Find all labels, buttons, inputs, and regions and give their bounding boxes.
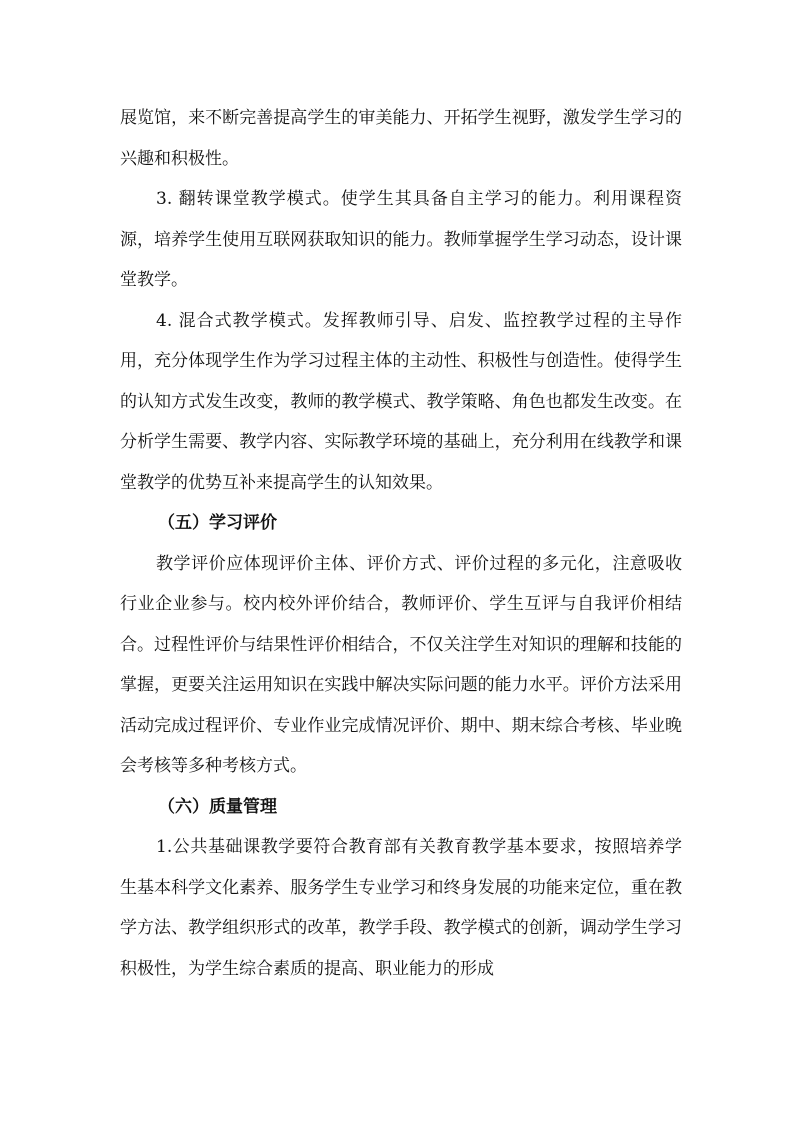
document-body (120, 98, 682, 989)
paragraph-evaluation: 教学评价应体现评价主体、评价方式、评价过程的多元化，注意吸收行业企业参与。校内校外评价结合，教师评价、学生互评与自我评价相结合。过程性评价与结果性评价相结合，不仅关注学生对知识的理解和技能的掌握，更要关注运用知识在实践中解决实际问题的能力水平。评价方法采用活动完成过程评价、专业作业完成情况评价、期中、期末综合考核、毕业晚会考核等多种考核方式。 (120, 553, 682, 776)
paragraph-quality-management: 1.公共基础课教学要符合教育部有关教育教学基本要求，按照培养学生基本科学文化素养、服务学生专业学习和终身发展的功能来定位，重在教学方法、教学组织形式的改革，教学手段、教学模式的创新，调动学生学习积极性，为学生综合素质的提高、职业能力的形成 (120, 837, 682, 979)
paragraph-blended-teaching: 4. 混合式教学模式。发挥教师引导、启发、监控教学过程的主导作用，充分体现学生作为学习过程主体的主动性、积极性与创造性。使得学生的认知方式发生改变，教师的教学模式、教学策略、角色也都发生改变。在分析学生需要、教学内容、实际教学环境的基础上，充分利用在线教学和课堂教学的优势互补来提高学生的认知效果。 (120, 310, 682, 493)
paragraph-flipped-classroom: 3. 翻转课堂教学模式。使学生其具备自主学习的能力。利用课程资源，培养学生使用互联网获取知识的能力。教师掌握学生学习动态，设计课堂教学。 (120, 189, 682, 290)
paragraph-continuation: 展览馆，来不断完善提高学生的审美能力、开拓学生视野，激发学生学习的兴趣和积极性。 (120, 108, 682, 169)
section-heading-quality-management: （六）质量管理 (158, 796, 277, 817)
section-heading-learning-evaluation: （五）学习评价 (158, 513, 277, 533)
